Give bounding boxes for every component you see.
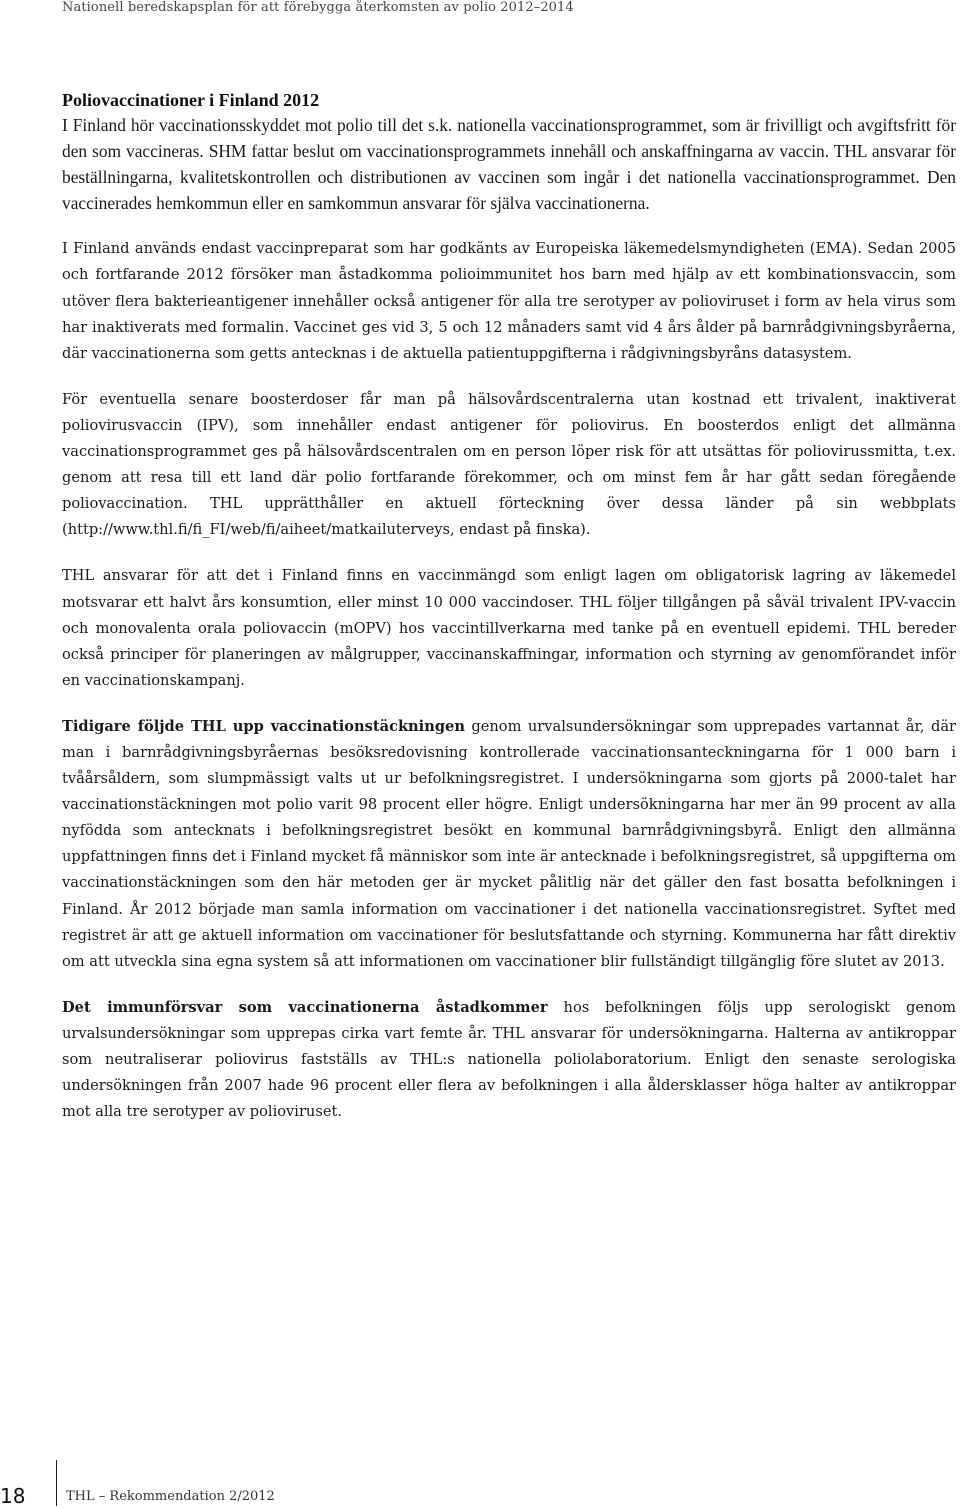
paragraph-vaccination-coverage xyxy=(62,714,956,975)
paragraph-lead-coverage: Tidigare följde THL upp vaccinationstäckningen xyxy=(62,717,465,735)
footer-divider xyxy=(56,1460,57,1506)
paragraph-body-coverage: genom urvalsundersökningar som upprepades vartannat år, där man i barnrådgivningsbyråernas besöksredovisning kontrollerade vaccinationsanteckningarna för 1 000 barn i tvåårsåldern, som slumpmässigt valts ut ur befolkningsregistret. I undersökningarna som gjorts på 2000-talet har vaccinationstäckningen mot polio varit 98 procent eller högre. Enligt undersökningarna har mer än 99 procent av alla nyfödda som antecknats i befolkningsregistret besökt en kommunal barnrådgivningsbyrå. Enligt den allmänna uppfattningen finns det i Finland mycket få människor som inte är antecknade i befolkningsregistret, så uppgifterna om vaccinationstäckningen som den här metoden ger är mycket pålitlig när det gäller den fast bosatta befolkningen i Finland. År 2012 började man samla information om vaccinationer i det nationella vaccinationsregistret. Syftet med registret är att ge aktuell information om vaccinationer för beslutsfattande och styrning. Kommunerna har fått direktiv om att utveckla sina egna system så att informationen om vaccinationer blir fullständigt tillgänglig före slutet av 2013. xyxy=(62,717,956,970)
paragraph-vaccine-stockpile: THL ansvarar för att det i Finland finns en vaccinmängd som enligt lagen om obligatorisk lagring av läkemedel motsvarar ett halvt års konsumtion, eller minst 10 000 vaccindoser. THL följer tillgången på såväl trivalent IPV-vaccin och monovalenta orala poliovaccin (mOPV) hos vaccintillverkarna med tanke på en eventuell epidemi. THL bereder också principer för planeringen av målgrupper, vaccinanskaffningar, information och styrning av genomförandet inför en vaccinationskampanj. xyxy=(62,567,956,689)
paragraph-approved-vaccines: I Finland används endast vaccinpreparat som har godkänts av Europeiska läkemedelsmyndigheten (EMA). Sedan 2005 och fortfarande 2012 försöker man åstadkomma polioimmunitet hos barn med hjälp av ett kombinationsvaccin, som utöver flera bakterieantigener innehåller också antigener för alla tre serotyper av polioviruset i form av hela virus som har inaktiverats med formalin. Vaccinet ges vid 3, 5 och 12 månaders samt vid 4 års ålder på barnrådgivningsbyråerna, där vaccinationerna som getts antecknas i de aktuella patientuppgifterna i rådgivningsbyråns datasystem. xyxy=(62,240,956,362)
paragraph-body-immunity: hos befolkningen följs upp serologiskt genom urvalsundersökningar som upprepas cirka vart femte år. THL ansvarar för undersökningarna. Halterna av antikroppar som neutraliserar poliovirus fastställs av THL:s nationella poliolaboratorium. Enligt den senaste serologiska undersökningen från 2007 hade 96 procent eller flera av befolkningen i alla åldersklasser höga halter av antikroppar mot alla tre serotyper av polioviruset. xyxy=(62,998,956,1121)
main-content xyxy=(62,90,956,1125)
paragraph-lead-immunity: Det immunförsvar som vaccinationerna åstadkommer xyxy=(62,998,548,1016)
section-heading: Poliovaccinationer i Finland 2012 xyxy=(62,90,320,110)
page-number: 18 xyxy=(0,1484,26,1508)
paragraph-booster-doses: För eventuella senare boosterdoser får man på hälsovårdscentralerna utan kostnad ett trivalent, inaktiverat poliovirusvaccin (IPV), som innehåller endast antigener för poliovirus. En boosterdos enligt det allmänna vaccinationsprogrammet ges på hälsovårdscentralen om en person löper risk för att utsättas för poliovirussmitta, t.ex. genom att resa till ett land där polio fortfarande förekommer, och om minst fem år har gått sedan föregående poliovaccination. THL upprätthåller en aktuell förteckning över dessa länder på sin webbplats (http://www.thl.fi/fi_FI/web/fi/aiheet/matkailuterveys, endast på finska). xyxy=(62,390,956,539)
paragraph-vaccination-programme: I Finland hör vaccinationsskyddet mot polio till det s.k. nationella vaccinationsprogrammet, som är frivilligt och avgiftsfritt för den som vaccineras. SHM fattar beslut om vaccinationsprogrammets innehåll och anskaffningarna av vaccin. THL ansvarar för beställningarna, kvalitetskontrollen och distributionen av vaccinen som ingår i det nationella vaccinationsprogrammet. Den vaccinerades hemkommun eller en samkommun ansvarar för själva vaccinationerna. xyxy=(62,115,956,214)
running-header: Nationell beredskapsplan för att förebygga återkomsten av polio 2012–2014 xyxy=(62,0,574,15)
paragraph-immunity-monitoring xyxy=(62,995,956,1125)
footer-publication-label: THL – Rekommendation 2/2012 xyxy=(66,1489,275,1504)
